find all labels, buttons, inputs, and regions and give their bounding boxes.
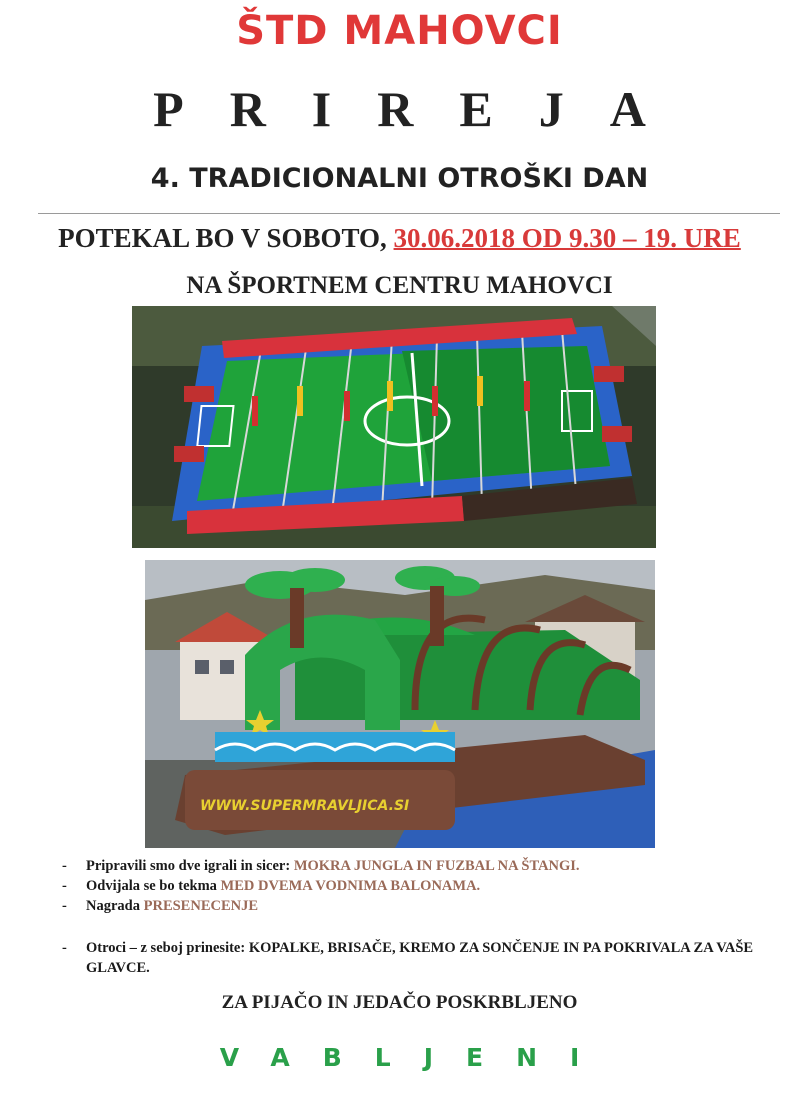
bullet-dash: - — [62, 878, 67, 894]
bullet-dash: - — [62, 898, 67, 914]
when-datetime: 30.06.2018 OD 9.30 – 19. URE — [393, 223, 741, 253]
bullet-text: Pripravili smo dve igrali in sicer: — [86, 858, 294, 874]
list-item — [62, 856, 782, 876]
welcome-heading: VABLJENI — [219, 1043, 613, 1072]
jungle-slide-photo — [145, 560, 655, 848]
list-item — [62, 938, 782, 978]
closing-note: ZA PIJAČO IN JEDAČO POSKRBLJENO — [221, 992, 578, 1013]
bullet-highlight: PRESENECENJE — [143, 898, 259, 914]
when-prefix: POTEKAL BO V SOBOTO, — [58, 223, 394, 253]
bullet-dash: - — [62, 858, 67, 874]
bullet-dash: - — [62, 940, 67, 956]
event-when — [0, 223, 799, 254]
list-item — [62, 876, 782, 896]
bullet-highlight: MED DVEMA VODNIMA BALONAMA. — [220, 878, 481, 894]
bullet-highlight: MOKRA JUNGLA IN FUZBAL NA ŠTANGI. — [293, 858, 580, 874]
event-title: 4. TRADICIONALNI OTROŠKI DAN — [150, 163, 649, 194]
list-item — [62, 896, 782, 916]
event-place: NA ŠPORTNEM CENTRU MAHOVCI — [186, 272, 613, 299]
foosball-inflatable-photo — [132, 306, 656, 548]
details-list — [62, 856, 782, 978]
organizer-title: ŠTD MAHOVCI — [236, 8, 563, 54]
divider-line — [38, 213, 780, 214]
watermark-text: WWW.SUPERMRAVLJICA.SI — [200, 798, 410, 814]
bullet-text: Otroci – z seboj prinesite: KOPALKE, BRISAČE, KREMO ZA SONČENJE IN PA POKRIVALA ZA VAŠE GLAVCE. — [86, 940, 754, 976]
bullet-text: Odvijala se bo tekma — [86, 878, 221, 894]
presents-heading: PRIREJA — [153, 81, 692, 137]
bullet-text: Nagrada — [86, 898, 144, 914]
